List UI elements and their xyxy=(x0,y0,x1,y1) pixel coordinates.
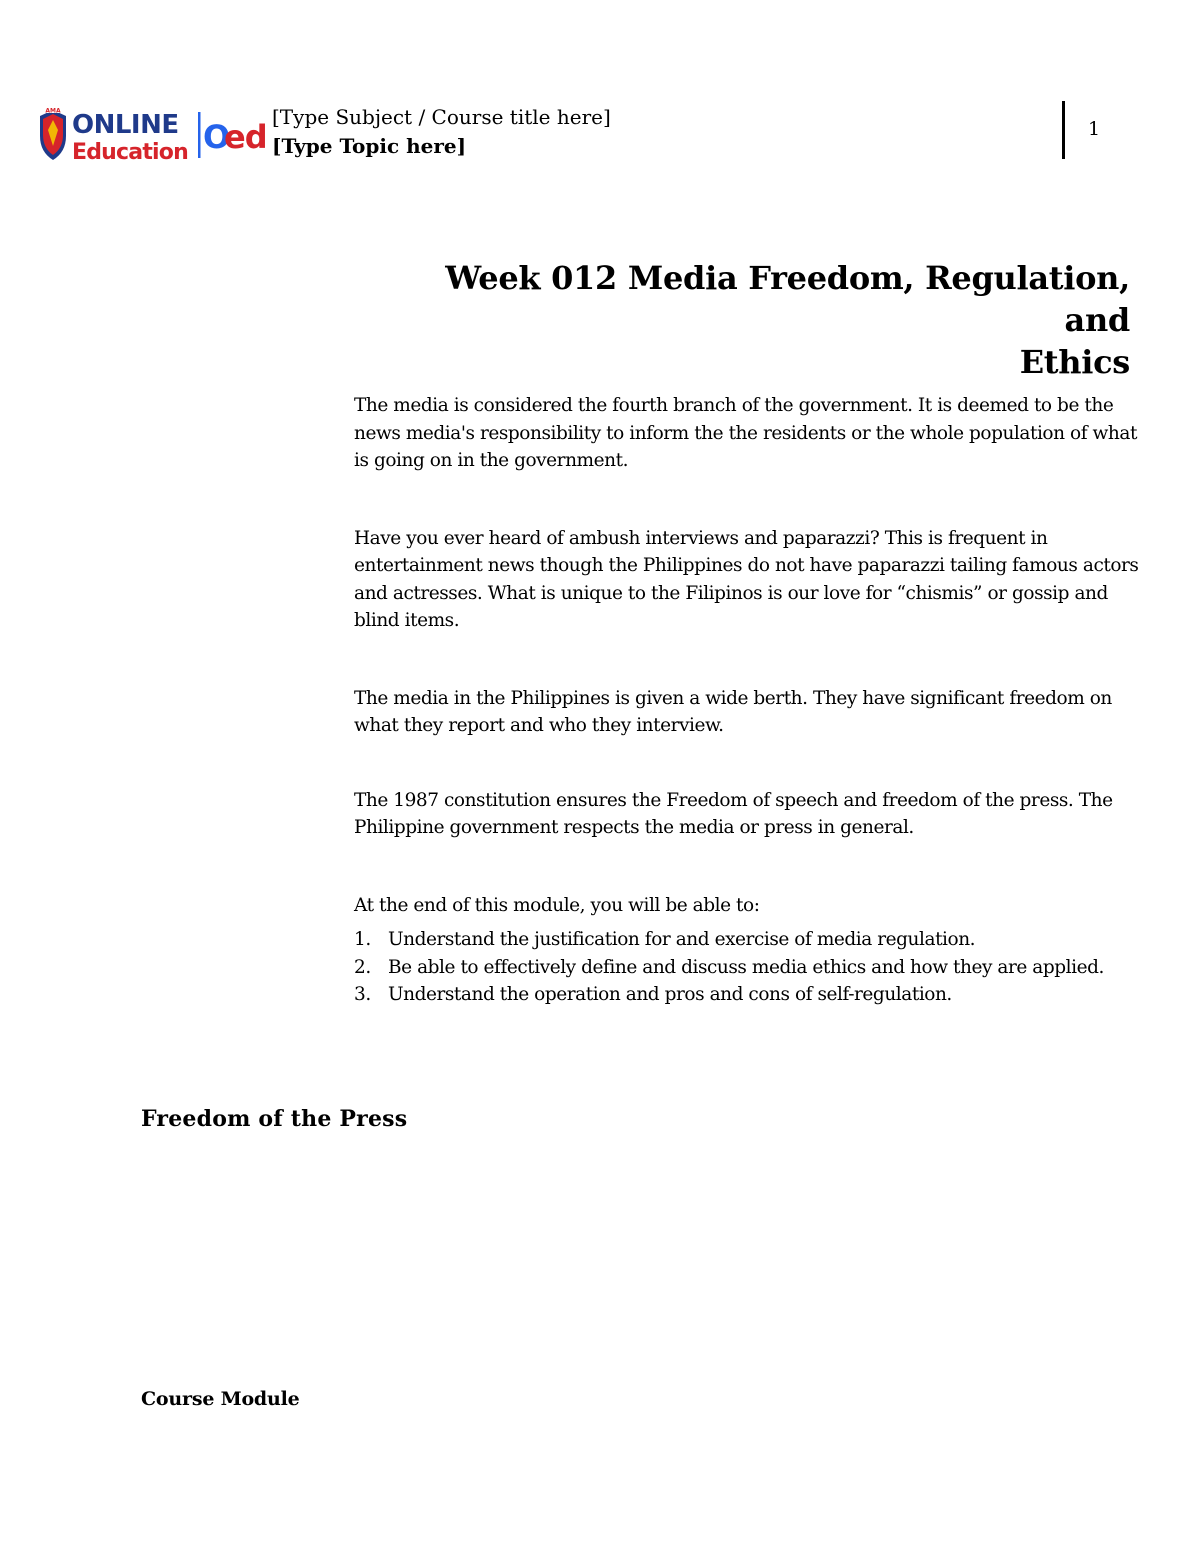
list-number: 1. xyxy=(354,929,371,950)
header-divider xyxy=(1062,101,1065,159)
page-number: 1 xyxy=(1088,118,1101,140)
list-text: Be able to effectively define and discuss media ethics and how they are applied. xyxy=(388,956,1104,978)
list-text: Understand the justification for and exercise of media regulation. xyxy=(388,929,976,950)
objectives-intro: At the end of this module, you will be able to: xyxy=(354,894,760,916)
svg-text:ed: ed xyxy=(224,118,267,156)
list-item xyxy=(354,981,1144,1009)
online-education-logo xyxy=(38,104,270,164)
course-title-placeholder: [Type Subject / Course title here] xyxy=(272,105,611,129)
list-item xyxy=(354,926,1144,954)
body-content xyxy=(354,392,1144,1009)
list-item xyxy=(354,954,1144,982)
paragraph: The media in the Philippines is given a wide berth. They have significant freedom on what they report and who they interview. xyxy=(354,687,1112,736)
title-line-1: Week 012 Media Freedom, Regulation, and xyxy=(445,259,1130,339)
section-heading: Freedom of the Press xyxy=(141,1106,408,1132)
list-number: 3. xyxy=(354,984,371,1005)
header-text xyxy=(272,103,611,161)
svg-text:AMA: AMA xyxy=(45,107,61,115)
objectives-list xyxy=(354,926,1144,1009)
list-number: 2. xyxy=(354,956,371,978)
paragraph: The 1987 constitution ensures the Freedom of speech and freedom of the press. The Philippine government respects the media or press in general. xyxy=(354,789,1113,838)
title-line-2: Ethics xyxy=(1019,343,1130,381)
footer-label: Course Module xyxy=(141,1388,300,1410)
paragraph: The media is considered the fourth branch of the government. It is deemed to be the news media's responsibility to inform the the residents or the whole population of what is going on in the government. xyxy=(354,395,1137,471)
document-title xyxy=(370,257,1130,383)
topic-placeholder: [Type Topic here] xyxy=(272,134,467,158)
svg-text:O: O xyxy=(203,118,230,156)
svg-text:Education: Education xyxy=(72,140,188,164)
list-text: Understand the operation and pros and cons of self-regulation. xyxy=(388,984,952,1005)
shield-icon xyxy=(40,107,66,160)
svg-text:ONLINE: ONLINE xyxy=(72,110,179,140)
paragraph: Have you ever heard of ambush interviews and paparazzi? This is frequent in entertainment news though the Philippines do not have paparazzi tailing famous actors and actresses. What is unique to the Filipinos is our love for “chismis” or gossip and blind items. xyxy=(354,527,1139,631)
